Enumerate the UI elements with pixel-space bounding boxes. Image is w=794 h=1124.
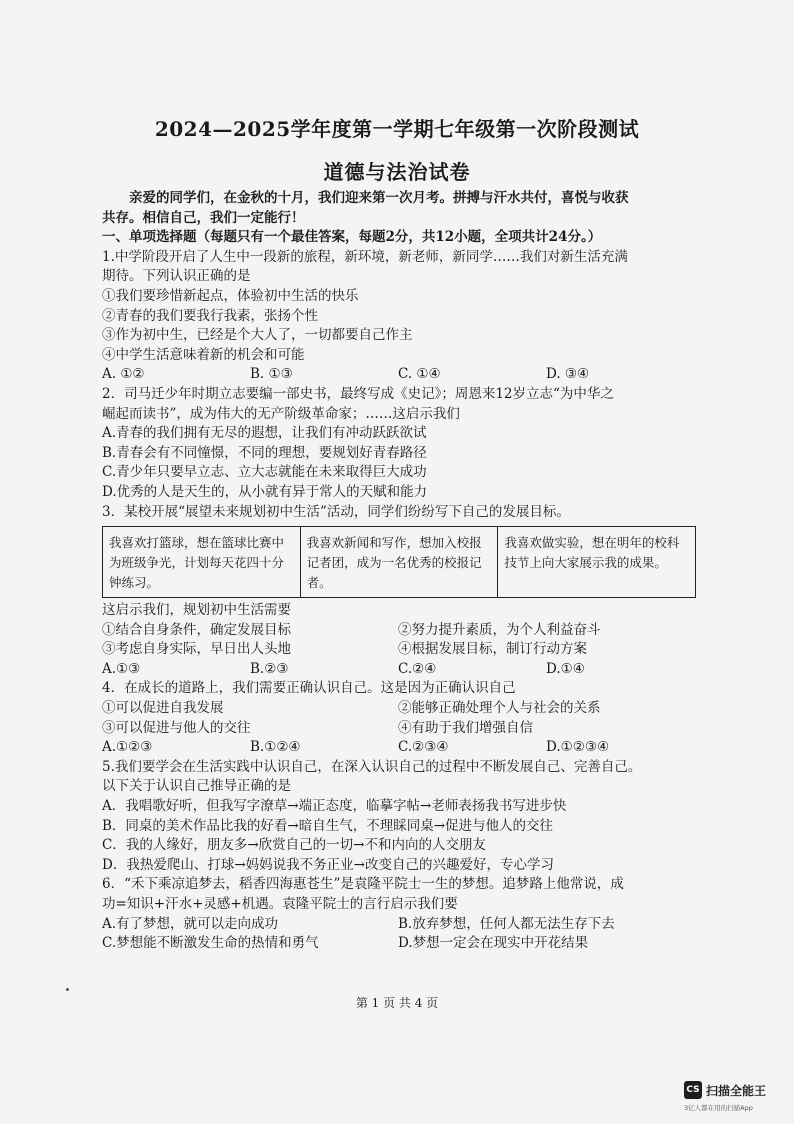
question-stem: 1.中学阶段开启了人生中一段新的旅程，新环境，新老师，新同学……我们对新生活充满	[102, 248, 628, 265]
page-footer: 第 1 页 共 4 页	[355, 996, 439, 1010]
question-stem: 这启示我们，规划初中生活需要	[102, 602, 291, 619]
statement-item: ①可以促进自我发展	[102, 700, 224, 717]
option-b: B.②③	[250, 660, 289, 677]
statement-item: ①我们要珍惜新起点，体验初中生活的快乐	[102, 287, 359, 304]
option-a: A.有了梦想，就可以走向成功	[102, 915, 279, 932]
option-d: D.①②③④	[546, 739, 610, 756]
option-d: D.优秀的人是天生的，从小就有异于常人的天赋和能力	[102, 483, 428, 500]
option-a: A.①②③	[102, 739, 153, 756]
statement-row	[102, 719, 702, 739]
option-c: C.青少年只要早立志、立大志就能在未来取得巨大成功	[102, 464, 427, 481]
statement-row	[102, 640, 702, 660]
option-b: B.①②④	[250, 739, 301, 756]
option-a: A. ①②	[102, 366, 145, 383]
goal-cell: 我喜欢做实验，想在明年的校科技节上向大家展示我的成果。	[497, 527, 695, 597]
option-b: B. ①③	[250, 366, 293, 383]
statement-item: ①结合自身条件，确定发展目标	[102, 621, 291, 638]
question-stem: 功=知识+汗水+灵感+机遇。袁隆平院士的言行启示我们要	[102, 896, 458, 912]
question-stem: 崛起而读书”，成为伟大的无产阶级革命家；……这启示我们	[102, 405, 460, 422]
option-c: C.梦想能不断激发生命的热情和勇气	[102, 935, 319, 952]
answer-options	[102, 934, 702, 954]
statement-row	[102, 621, 702, 641]
watermark-name: 扫描全能王	[706, 1084, 767, 1098]
statement-item: ④有助于我们增强自信	[398, 719, 533, 736]
option-d: D. ③④	[546, 366, 590, 383]
option-b: B．同桌的美术作品比我的好看→暗自生气，不理睬同桌→促进与他人的交往	[102, 817, 554, 834]
answer-options	[102, 365, 702, 385]
statement-item: ④根据发展目标，制订行动方案	[398, 641, 587, 658]
statement-item: ②青春的我们要我行我素，张扬个性	[102, 307, 318, 324]
option-b: B.放弃梦想，任何人都无法生存下去	[398, 915, 615, 932]
option-b: B.青春会有不同憧憬，不同的理想，要规划好青春路径	[102, 444, 427, 461]
scanner-watermark	[684, 1081, 788, 1117]
goal-cell: 我喜欢打篮球，想在篮球比赛中为班级争光，计划每天花四十分钟练习。	[109, 535, 285, 591]
intro-line: 共存。相信自己，我们一定能行！	[102, 209, 305, 226]
question-stem: 期待。下列认识正确的是	[102, 268, 251, 285]
goal-cell: 我喜欢新闻和写作，想加入校报记者团，成为一名优秀的校报记者。	[300, 527, 498, 597]
question-stem: 2．司马迁少年时期立志要编一部史书，最终写成《史记》；周恩来12岁立志“为中华之	[102, 385, 614, 402]
question-stem: 4．在成长的道路上，我们需要正确认识自己。这是因为正确认识自己	[102, 680, 516, 697]
option-c: C．我的人缘好，朋友多→欣赏自己的一切→不和内向的人交朋友	[102, 837, 486, 854]
option-d: D．我热爱爬山、打球→妈妈说我不务正业→改变自己的兴趣爱好，专心学习	[102, 856, 554, 873]
exam-content	[102, 189, 702, 954]
answer-options	[102, 660, 702, 680]
statement-item: ②能够正确处理个人与社会的关系	[398, 700, 601, 717]
option-a: A.青春的我们拥有无尽的遐想，让我们有冲动跃跃欲试	[102, 425, 427, 442]
option-d: D.梦想一定会在现实中开花结果	[398, 935, 589, 952]
option-c: C.②③④	[398, 739, 449, 756]
statement-row	[102, 699, 702, 719]
watermark-tagline: 3亿人都在用的扫描App	[684, 1104, 753, 1112]
answer-options	[102, 915, 702, 935]
statement-item: ④中学生活意味着新的机会和可能	[102, 346, 305, 363]
exam-subtitle: 道德与法治试卷	[323, 160, 471, 184]
question-stem: 5.我们要学会在生活实践中认识自己，在深入认识自己的过程中不断发展自己、完善自己。	[102, 758, 642, 775]
statement-item: ③考虑自身实际，早日出人头地	[102, 641, 291, 658]
exam-title: 2024—2025学年度第一学期七年级第一次阶段测试	[154, 117, 640, 141]
option-c: C.②④	[398, 660, 437, 677]
question-stem: 以下关于认识自己推导正确的是	[102, 778, 291, 795]
statement-item: ②努力提升素质，为个人利益奋斗	[398, 621, 601, 638]
intro-line: 亲爱的同学们，在金秋的十月，我们迎来第一次月考。拼搏与汗水共付，喜悦与收获	[129, 190, 629, 206]
option-a: A.①③	[102, 660, 141, 677]
scan-speck	[66, 988, 69, 991]
option-c: C. ①④	[398, 366, 441, 383]
option-a: A．我唱歌好听，但我写字潦草→端正态度，临摹字帖→老师表扬我书写进步快	[102, 798, 567, 815]
camscanner-logo-icon: CS	[684, 1081, 702, 1099]
question-stem: 6．“禾下乘凉追梦去，稻香四海惠苍生”是袁隆平院士一生的梦想。追梦路上他常说，成	[102, 876, 624, 893]
goals-table	[102, 526, 696, 598]
statement-item: ③可以促进与他人的交往	[102, 719, 251, 736]
section-heading: 一、单项选择题（每题只有一个最佳答案，每题2分，共12小题，全项共计24分。）	[102, 229, 602, 246]
option-d: D.①④	[546, 660, 585, 677]
question-stem: 3．某校开展“展望未来规划初中生活”活动，同学们纷纷写下自己的发展目标。	[102, 503, 570, 520]
answer-options	[102, 738, 702, 758]
statement-item: ③作为初中生，已经是个大人了，一切都要自己作主	[102, 327, 413, 344]
